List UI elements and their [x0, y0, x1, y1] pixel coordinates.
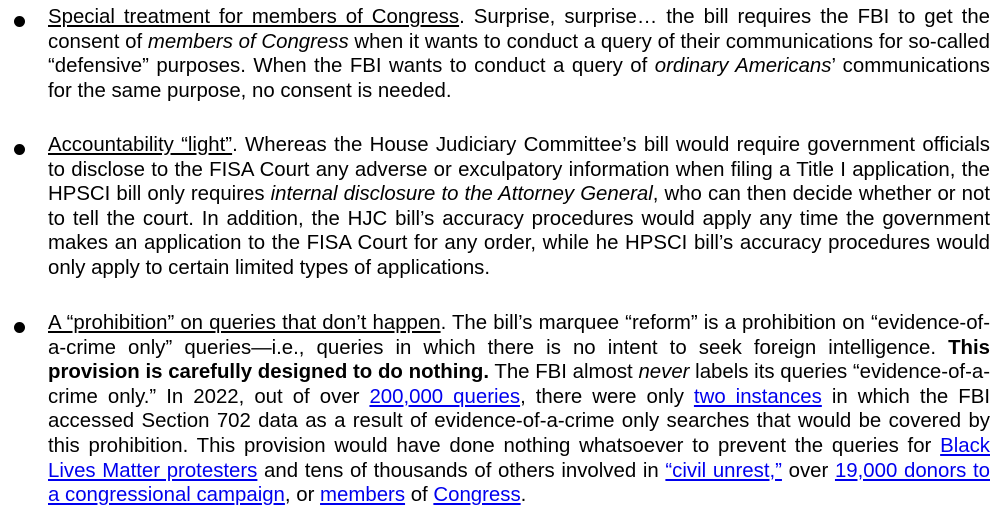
bold-text: This provision is carefully designed to do nothing.: [48, 336, 990, 384]
link-black-lives-matter-protesters[interactable]: Black Lives Matter protesters: [48, 434, 990, 482]
text-segment: , there were only: [520, 385, 694, 408]
text-segment: , who can then decide whether or not to tell the court. In addition, the HJC bill’s accuracy procedures would apply any time the government makes an application to the FISA Court for any order, while he HPSCI bill’s accuracy procedures would only apply to certain limited types of applications.: [48, 183, 991, 279]
text-segment: and tens of thousands of others involved in: [257, 459, 666, 482]
link-200000-queries[interactable]: 200,000 queries: [369, 385, 521, 408]
text-segment: The FBI almost: [489, 361, 639, 384]
italic-text: never: [638, 361, 690, 384]
italic-text: members of Congress: [147, 30, 349, 53]
text-segment: .: [520, 484, 527, 507]
bullet-dot-icon: [14, 322, 25, 333]
link-civil-unrest[interactable]: “civil unrest,”: [665, 459, 782, 482]
bullet-heading: Special treatment for members of Congress: [48, 6, 460, 28]
text-segment: over: [781, 459, 835, 482]
bullet-heading: A “prohibition” on queries that don’t happen: [48, 312, 441, 334]
text-segment: ’ communications for the same purpose, no consent is needed.: [48, 55, 991, 102]
bullet-dot-icon: [14, 144, 25, 155]
bullet-dot-icon: [14, 16, 25, 27]
link-19000-donors[interactable]: 19,000 donors to a congressional campaign: [48, 459, 990, 507]
text-segment: . Surprise, surprise… the bill requires the FBI to get the consent of: [48, 6, 990, 53]
italic-text: ordinary Americans: [654, 55, 832, 78]
text-segment: . Whereas the House Judiciary Committee’s bill would require government officials to disclose to the FISA Court any adverse or exculpatory information when filing a Title I application, the HPSCI bill only requires: [48, 134, 990, 206]
text-segment: . The bill’s marquee “reform” is a prohibition on “evidence-of-a-crime only” queries—i.e., queries in which there is no intent to seek foreign intelligence.: [48, 312, 990, 359]
italic-text: internal disclosure to the Attorney General: [270, 183, 653, 206]
text-segment: , or: [284, 484, 321, 507]
text-segment: labels its queries “evidence-of-a-crime only.” In 2022, out of over: [48, 361, 990, 408]
bullet-paragraph: [48, 311, 990, 508]
bullet-heading: Accountability “light”: [48, 134, 233, 156]
bullet-paragraph: [48, 133, 990, 281]
link-two-instances[interactable]: two instances: [693, 385, 822, 408]
text-segment: in which the FBI accessed Section 702 data as a result of evidence-of-a-crime only searches that would be covered by this prohibition. This provision would have done nothing whatsoever to prevent the queries for: [48, 385, 991, 457]
text-segment: when it wants to conduct a query of their communications for so-called “defensive” purposes. When the FBI wants to conduct a query of: [48, 30, 990, 78]
link-congress[interactable]: Congress: [433, 484, 521, 507]
text-segment: of: [405, 484, 434, 507]
link-members[interactable]: members: [320, 484, 406, 507]
bullet-paragraph: [48, 5, 990, 103]
